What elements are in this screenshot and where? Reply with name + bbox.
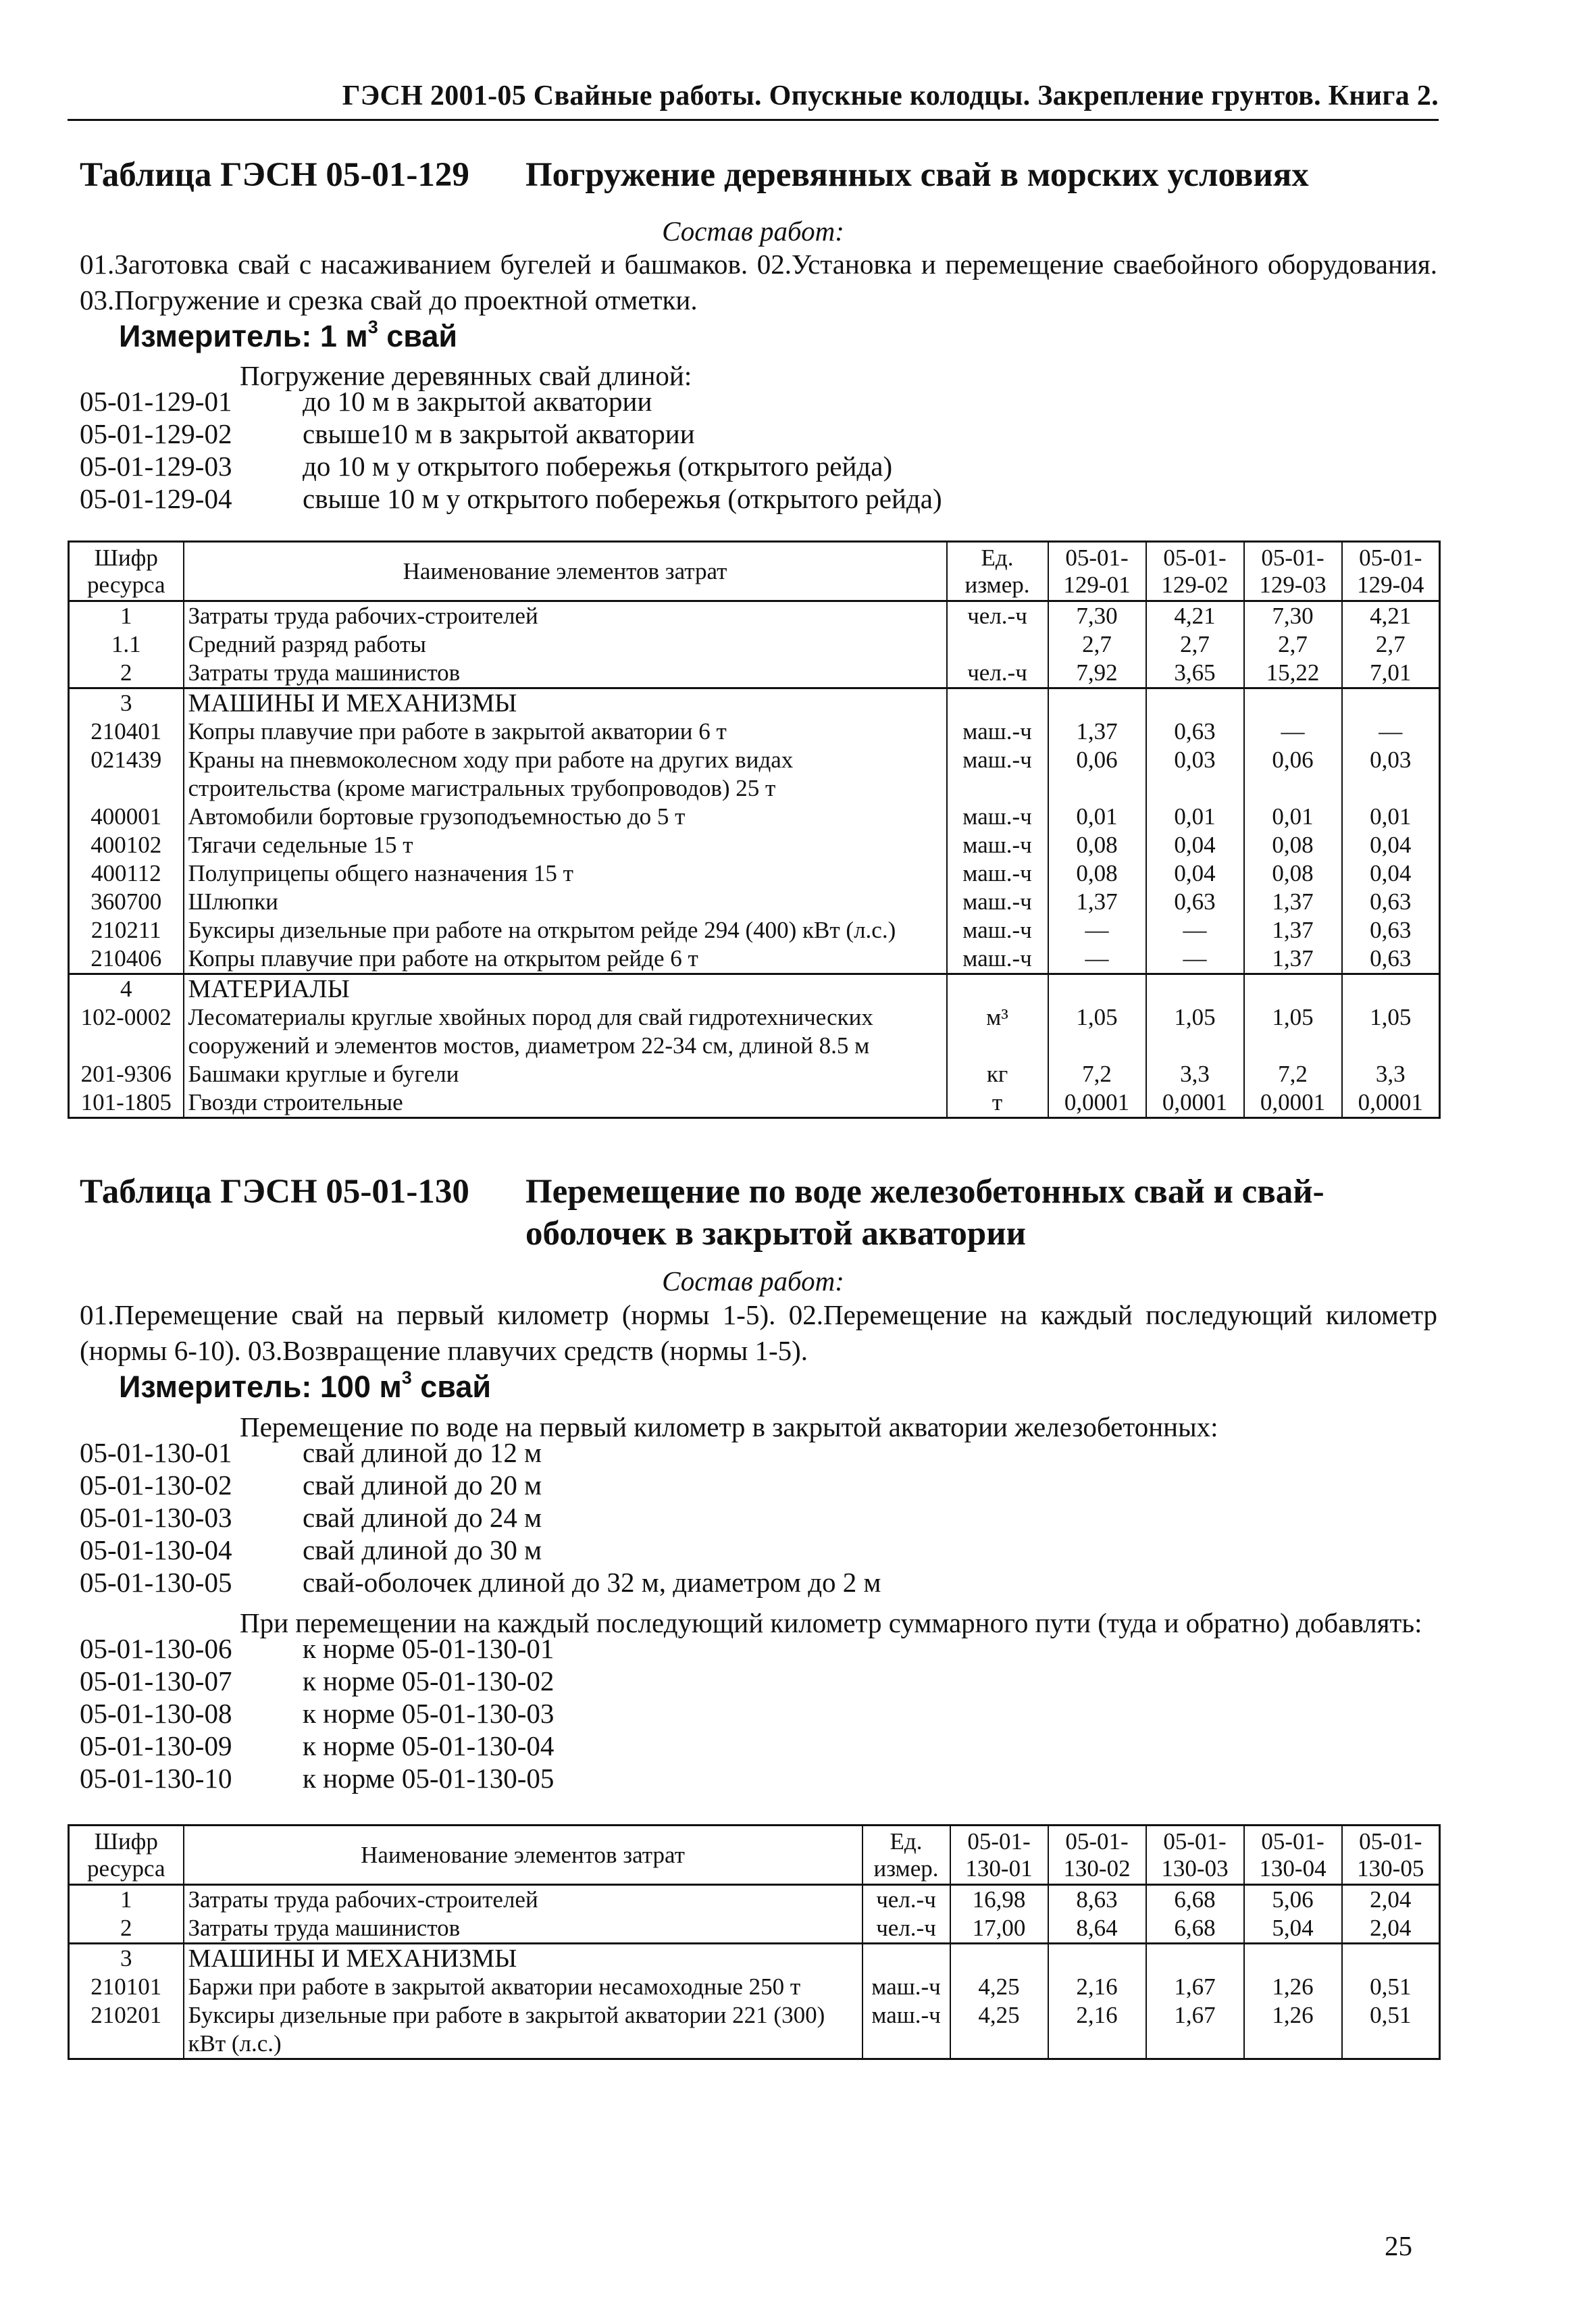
norm-row	[80, 1665, 554, 1697]
header-col-line1: 05-01-	[967, 1828, 1031, 1855]
resource-code: 210406	[69, 945, 184, 974]
norm-value: 0,03	[1146, 746, 1244, 803]
header-col	[1048, 1826, 1146, 1885]
resource-name: Краны на пневмоколесном ходу при работе на других видах строительства (кроме магистральных трубопроводов) 25 т	[184, 746, 947, 803]
norm-value	[1342, 1944, 1440, 1973]
resource-code: 3	[69, 688, 184, 718]
norm-value: 4,25	[950, 2001, 1048, 2059]
resource-unit: маш.-ч	[947, 859, 1048, 888]
norm-text: к норме 05-01-130-02	[303, 1665, 555, 1696]
norm-value: 2,7	[1342, 630, 1440, 659]
norm-value: 2,16	[1048, 2001, 1146, 2059]
header-col	[1146, 542, 1244, 601]
norm-value: 4,25	[950, 1973, 1048, 2001]
norm-row	[80, 418, 942, 450]
norm-value: 0,01	[1244, 803, 1342, 831]
norm-row	[80, 1436, 881, 1469]
norm-value: 0,63	[1146, 718, 1244, 746]
resource-unit: маш.-ч	[947, 718, 1048, 746]
resource-code: 201-9306	[69, 1060, 184, 1088]
resource-name: Башмаки круглые и бугели	[184, 1060, 947, 1088]
norm-value: 1,26	[1244, 2001, 1342, 2059]
norm-value: 0,01	[1146, 803, 1244, 831]
header-col-line1: 05-01-	[1065, 544, 1129, 571]
norm-code: 05-01-130-07	[80, 1665, 232, 1696]
header-code-line2: ресурса	[87, 1855, 165, 1882]
header-col-line2: 129-01	[1063, 571, 1131, 598]
norm-row	[80, 1469, 881, 1501]
resource-unit: т	[947, 1088, 1048, 1118]
norm-row	[80, 1501, 881, 1534]
resource-name: Затраты труда машинистов	[184, 1914, 863, 1944]
table2-intro1: Перемещение по воде на первый километр в закрытой акватории железобетонных:	[240, 1411, 1218, 1442]
header-unit-line2: измер.	[873, 1855, 939, 1882]
header-col-line1: 05-01-	[1261, 544, 1324, 571]
header-col-line2: 130-02	[1063, 1855, 1131, 1882]
norm-value	[1048, 974, 1146, 1004]
header-col-line2: 129-02	[1161, 571, 1229, 598]
resource-name: Полуприцепы общего назначения 15 т	[184, 859, 947, 888]
table-row	[69, 746, 1440, 803]
resource-name: Затраты труда рабочих-строителей	[184, 601, 947, 631]
resource-code: 400102	[69, 831, 184, 859]
norm-value: 0,06	[1244, 746, 1342, 803]
norm-value: 0,04	[1342, 859, 1440, 888]
norm-value: —	[1048, 916, 1146, 945]
resource-name: Автомобили бортовые грузоподъемностью до 5 т	[184, 803, 947, 831]
norm-code: 05-01-130-10	[80, 1763, 232, 1794]
norm-value: 4,21	[1146, 601, 1244, 631]
table1-composition-label: Состав работ:	[662, 216, 844, 247]
norm-value: 16,98	[950, 1885, 1048, 1915]
norm-value: 3,3	[1146, 1060, 1244, 1088]
resource-code: 102-0002	[69, 1003, 184, 1060]
norm-text: до 10 м в закрытой акватории	[303, 386, 652, 417]
table-row	[69, 831, 1440, 859]
norm-value: 0,63	[1342, 916, 1440, 945]
resource-unit: маш.-ч	[947, 916, 1048, 945]
table2-title-code: Таблица ГЭСН 05-01-130	[80, 1173, 469, 1211]
norm-value: 0,63	[1146, 888, 1244, 916]
norm-text: свай длиной до 12 м	[303, 1437, 542, 1468]
norm-value	[1342, 688, 1440, 718]
header-rule	[68, 119, 1439, 121]
resource-code: 3	[69, 1944, 184, 1973]
resource-code: 210211	[69, 916, 184, 945]
norm-text: к норме 05-01-130-05	[303, 1763, 555, 1794]
header-col-line1: 05-01-	[1359, 544, 1422, 571]
resource-name: Шлюпки	[184, 888, 947, 916]
norm-value	[1146, 688, 1244, 718]
table-row	[69, 1944, 1440, 1973]
norm-value: 1,37	[1244, 945, 1342, 974]
header-col	[1048, 542, 1146, 601]
norm-code: 05-01-129-01	[80, 386, 232, 417]
norm-code: 05-01-130-05	[80, 1567, 232, 1598]
header-col-line1: 05-01-	[1261, 1828, 1324, 1855]
table-header-row	[69, 1826, 1440, 1885]
resource-code: 210401	[69, 718, 184, 746]
norm-text: свай-оболочек длиной до 32 м, диаметром до 2 м	[303, 1567, 881, 1598]
norm-value	[1048, 1944, 1146, 1973]
resource-code: 1	[69, 601, 184, 631]
norm-value: —	[1048, 945, 1146, 974]
resource-unit: чел.-ч	[947, 601, 1048, 631]
resource-unit	[947, 630, 1048, 659]
norm-value: 8,64	[1048, 1914, 1146, 1944]
resource-unit: чел.-ч	[863, 1885, 950, 1915]
norm-value: 2,7	[1244, 630, 1342, 659]
table-row	[69, 659, 1440, 688]
norm-value: —	[1342, 718, 1440, 746]
table-row	[69, 974, 1440, 1004]
norm-value: 6,68	[1146, 1885, 1244, 1915]
norm-value	[950, 1944, 1048, 1973]
header-col	[1244, 1826, 1342, 1885]
norm-value	[1244, 974, 1342, 1004]
resource-code: 101-1805	[69, 1088, 184, 1118]
norm-value: 1,37	[1244, 916, 1342, 945]
table1-title-text: Погружение деревянных свай в морских условиях	[525, 156, 1309, 194]
norm-row	[80, 1762, 554, 1794]
resource-name: Копры плавучие при работе на открытом рейде 6 т	[184, 945, 947, 974]
table-row	[69, 859, 1440, 888]
resource-name: Буксиры дизельные при работе на открытом рейде 294 (400) кВт (л.с.)	[184, 916, 947, 945]
resource-code: 400001	[69, 803, 184, 831]
resource-unit: маш.-ч	[947, 803, 1048, 831]
meter-suffix: свай	[411, 1369, 492, 1404]
running-header: ГЭСН 2001-05 Свайные работы. Опускные колодцы. Закрепление грунтов. Книга 2.	[342, 80, 1439, 111]
norm-value: 0,51	[1342, 2001, 1440, 2059]
resource-unit	[947, 974, 1048, 1004]
norm-value: 4,21	[1342, 601, 1440, 631]
header-code	[69, 542, 184, 601]
resource-unit: кг	[947, 1060, 1048, 1088]
norm-code: 05-01-129-04	[80, 483, 232, 514]
header-unit	[863, 1826, 950, 1885]
norm-value: 3,3	[1342, 1060, 1440, 1088]
norm-value: 7,01	[1342, 659, 1440, 688]
header-col-line2: 130-04	[1259, 1855, 1327, 1882]
norm-text: свыше 10 м у открытого побережья (открытого рейда)	[303, 483, 942, 514]
resource-code: 400112	[69, 859, 184, 888]
norm-value: 2,16	[1048, 1973, 1146, 2001]
header-col-line1: 05-01-	[1163, 544, 1227, 571]
meter-sup: 3	[367, 317, 378, 337]
header-code-line2: ресурса	[87, 571, 165, 598]
resource-unit	[863, 1944, 950, 1973]
resource-unit: чел.-ч	[863, 1914, 950, 1944]
resource-code: 360700	[69, 888, 184, 916]
table-row	[69, 688, 1440, 718]
table1-composition-text: 01.Заготовка свай с насаживанием бугелей и башмаков. 02.Установка и перемещение сваебойного оборудования. 03.Погружение и срезка свай до проектной отметки.	[80, 249, 1437, 316]
norm-row	[80, 385, 942, 418]
page-number: 25	[1385, 2230, 1412, 2261]
norm-value	[1146, 974, 1244, 1004]
norm-value: 0,0001	[1048, 1088, 1146, 1118]
norm-text: к норме 05-01-130-04	[303, 1730, 555, 1761]
header-col	[1342, 1826, 1440, 1885]
header-col-line1: 05-01-	[1163, 1828, 1227, 1855]
group-title: МАШИНЫ И МЕХАНИЗМЫ	[184, 688, 947, 718]
resource-unit: маш.-ч	[947, 888, 1048, 916]
header-col-line2: 129-04	[1357, 571, 1424, 598]
resource-name: Затраты труда рабочих-строителей	[184, 1885, 863, 1915]
norm-row	[80, 1697, 554, 1730]
resource-unit: маш.-ч	[947, 945, 1048, 974]
norm-text: свай длиной до 20 м	[303, 1469, 542, 1501]
norm-value: 2,7	[1048, 630, 1146, 659]
table1-resources	[68, 540, 1441, 1119]
norm-value: 0,0001	[1146, 1088, 1244, 1118]
norm-code: 05-01-130-01	[80, 1437, 232, 1468]
resource-name: Тягачи седельные 15 т	[184, 831, 947, 859]
norm-value: —	[1146, 916, 1244, 945]
table-row	[69, 2001, 1440, 2059]
norm-value	[1146, 1944, 1244, 1973]
norm-value: 1,67	[1146, 1973, 1244, 2001]
norm-value: 7,2	[1048, 1060, 1146, 1088]
resource-code: 1	[69, 1885, 184, 1915]
header-col-line2: 129-03	[1259, 571, 1327, 598]
table-row	[69, 945, 1440, 974]
norm-value: 1,05	[1146, 1003, 1244, 1060]
norm-value: 1,37	[1244, 888, 1342, 916]
norm-value: 3,65	[1146, 659, 1244, 688]
norm-value: 2,04	[1342, 1914, 1440, 1944]
table-row	[69, 1088, 1440, 1118]
norm-value: —	[1244, 718, 1342, 746]
norm-code: 05-01-130-08	[80, 1698, 232, 1729]
norm-value	[1244, 688, 1342, 718]
resource-name: Гвозди строительные	[184, 1088, 947, 1118]
resource-unit: маш.-ч	[863, 1973, 950, 2001]
norm-value: 0,01	[1342, 803, 1440, 831]
norm-value: 0,04	[1146, 859, 1244, 888]
header-code	[69, 1826, 184, 1885]
table1-intro: Погружение деревянных свай длиной:	[240, 360, 692, 391]
header-code-line1: Шифр	[94, 1828, 158, 1855]
resource-code: 2	[69, 659, 184, 688]
table1-norm-list	[80, 385, 942, 515]
header-unit-line1: Ед.	[890, 1828, 923, 1855]
table2-resources	[68, 1824, 1441, 2060]
norm-code: 05-01-130-04	[80, 1534, 232, 1565]
norm-text: к норме 05-01-130-01	[303, 1633, 555, 1664]
header-col-line1: 05-01-	[1359, 1828, 1422, 1855]
norm-value: 1,67	[1146, 2001, 1244, 2059]
resource-unit: маш.-ч	[947, 746, 1048, 803]
header-col-line2: 130-05	[1357, 1855, 1424, 1882]
norm-value: 6,68	[1146, 1914, 1244, 1944]
norm-text: свай длиной до 24 м	[303, 1502, 542, 1533]
table-row	[69, 1885, 1440, 1915]
table2-meter	[119, 1369, 491, 1405]
resource-name: Лесоматериалы круглые хвойных пород для свай гидротехнических сооружений и элементов мостов, диаметром 22-34 см, длиной 8.5 м	[184, 1003, 947, 1060]
header-unit-line1: Ед.	[981, 544, 1014, 571]
norm-code: 05-01-129-03	[80, 451, 232, 482]
norm-value: 1,37	[1048, 718, 1146, 746]
norm-value: 0,08	[1244, 831, 1342, 859]
header-code-line1: Шифр	[94, 544, 158, 571]
norm-value: 0,51	[1342, 1973, 1440, 2001]
table2-composition-label: Состав работ:	[662, 1265, 844, 1297]
norm-value: 1,05	[1048, 1003, 1146, 1060]
resource-name: Буксиры дизельные при работе в закрытой акватории 221 (300) кВт (л.с.)	[184, 2001, 863, 2059]
group-title: МАШИНЫ И МЕХАНИЗМЫ	[184, 1944, 863, 1973]
resource-name: Затраты труда машинистов	[184, 659, 947, 688]
norm-text: свыше10 м в закрытой акватории	[303, 418, 695, 449]
table2-intro2: При перемещении на каждый последующий километр суммарного пути (туда и обратно) добавлять:	[240, 1607, 1422, 1638]
norm-row	[80, 450, 942, 482]
norm-value: 0,04	[1146, 831, 1244, 859]
table-row	[69, 601, 1440, 631]
norm-value: 0,03	[1342, 746, 1440, 803]
norm-value: 2,04	[1342, 1885, 1440, 1915]
meter-suffix: свай	[378, 319, 458, 353]
resource-name: Баржи при работе в закрытой акватории несамоходные 250 т	[184, 1973, 863, 2001]
meter-label: Измеритель: 100 м	[119, 1369, 402, 1404]
norm-value: 0,04	[1342, 831, 1440, 859]
norm-code: 05-01-129-02	[80, 418, 232, 449]
resource-name: Копры плавучие при работе в закрытой акватории 6 т	[184, 718, 947, 746]
resource-code: 210201	[69, 2001, 184, 2059]
norm-value: 0,63	[1342, 888, 1440, 916]
table1-meter	[119, 319, 457, 354]
norm-value	[1048, 688, 1146, 718]
header-col-line2: 130-03	[1161, 1855, 1229, 1882]
header-col	[1342, 542, 1440, 601]
header-name: Наименование элементов затрат	[184, 1826, 863, 1885]
resource-unit: м³	[947, 1003, 1048, 1060]
norm-value: 5,06	[1244, 1885, 1342, 1915]
norm-value: 0,63	[1342, 945, 1440, 974]
table-header-row	[69, 542, 1440, 601]
norm-code: 05-01-130-03	[80, 1502, 232, 1533]
norm-value: 7,2	[1244, 1060, 1342, 1088]
norm-value: 2,7	[1146, 630, 1244, 659]
norm-value: 0,01	[1048, 803, 1146, 831]
norm-row	[80, 1534, 881, 1566]
header-col-line2: 130-01	[965, 1855, 1033, 1882]
norm-value: 5,04	[1244, 1914, 1342, 1944]
table-row	[69, 916, 1440, 945]
norm-value	[1244, 1944, 1342, 1973]
norm-value: 0,08	[1244, 859, 1342, 888]
norm-value: 1,37	[1048, 888, 1146, 916]
norm-value: 7,30	[1048, 601, 1146, 631]
meter-sup: 3	[401, 1367, 412, 1388]
table1-title-code: Таблица ГЭСН 05-01-129	[80, 156, 469, 194]
header-col	[950, 1826, 1048, 1885]
norm-value	[1342, 974, 1440, 1004]
table-row	[69, 1914, 1440, 1944]
norm-value: 1,26	[1244, 1973, 1342, 2001]
resource-code: 4	[69, 974, 184, 1004]
norm-value: 0,08	[1048, 831, 1146, 859]
norm-value: 7,92	[1048, 659, 1146, 688]
table-row	[69, 718, 1440, 746]
table2-norm-list1	[80, 1436, 881, 1599]
header-col-line1: 05-01-	[1065, 1828, 1129, 1855]
table-row	[69, 803, 1440, 831]
resource-unit: чел.-ч	[947, 659, 1048, 688]
norm-value: 0,0001	[1244, 1088, 1342, 1118]
norm-value: 0,0001	[1342, 1088, 1440, 1118]
table-row	[69, 1060, 1440, 1088]
table2-title-text: Перемещение по воде железобетонных свай и свай-оболочек в закрытой акватории	[525, 1173, 1324, 1253]
norm-text: к норме 05-01-130-03	[303, 1698, 555, 1729]
norm-value: 7,30	[1244, 601, 1342, 631]
norm-text: до 10 м у открытого побережья (открытого рейда)	[303, 451, 893, 482]
norm-value: 15,22	[1244, 659, 1342, 688]
norm-row	[80, 1730, 554, 1762]
resource-name: Средний разряд работы	[184, 630, 947, 659]
table-row	[69, 630, 1440, 659]
table-row	[69, 888, 1440, 916]
norm-code: 05-01-130-02	[80, 1469, 232, 1501]
norm-value: —	[1146, 945, 1244, 974]
table-row	[69, 1003, 1440, 1060]
norm-code: 05-01-130-09	[80, 1730, 232, 1761]
norm-value: 1,05	[1342, 1003, 1440, 1060]
resource-code: 021439	[69, 746, 184, 803]
norm-value: 0,06	[1048, 746, 1146, 803]
resource-code: 210101	[69, 1973, 184, 2001]
header-name: Наименование элементов затрат	[184, 542, 947, 601]
resource-code: 2	[69, 1914, 184, 1944]
norm-value: 17,00	[950, 1914, 1048, 1944]
table-row	[69, 1973, 1440, 2001]
norm-code: 05-01-130-06	[80, 1633, 232, 1664]
resource-unit: маш.-ч	[947, 831, 1048, 859]
resource-unit	[947, 688, 1048, 718]
header-col	[1146, 1826, 1244, 1885]
norm-row	[80, 1566, 881, 1599]
resource-unit: маш.-ч	[863, 2001, 950, 2059]
header-unit	[947, 542, 1048, 601]
group-title: МАТЕРИАЛЫ	[184, 974, 947, 1004]
header-unit-line2: измер.	[964, 571, 1030, 598]
table2-norm-list2	[80, 1632, 554, 1794]
table2-composition-text: 01.Перемещение свай на первый километр (нормы 1-5). 02.Перемещение на каждый последующий километр (нормы 6-10). 03.Возвращение плавучих средств (нормы 1-5).	[80, 1299, 1437, 1366]
norm-value: 0,08	[1048, 859, 1146, 888]
resource-code: 1.1	[69, 630, 184, 659]
norm-row	[80, 1632, 554, 1665]
norm-row	[80, 482, 942, 515]
header-col	[1244, 542, 1342, 601]
norm-value: 8,63	[1048, 1885, 1146, 1915]
norm-value: 1,05	[1244, 1003, 1342, 1060]
meter-label: Измеритель: 1 м	[119, 319, 368, 353]
norm-text: свай длиной до 30 м	[303, 1534, 542, 1565]
